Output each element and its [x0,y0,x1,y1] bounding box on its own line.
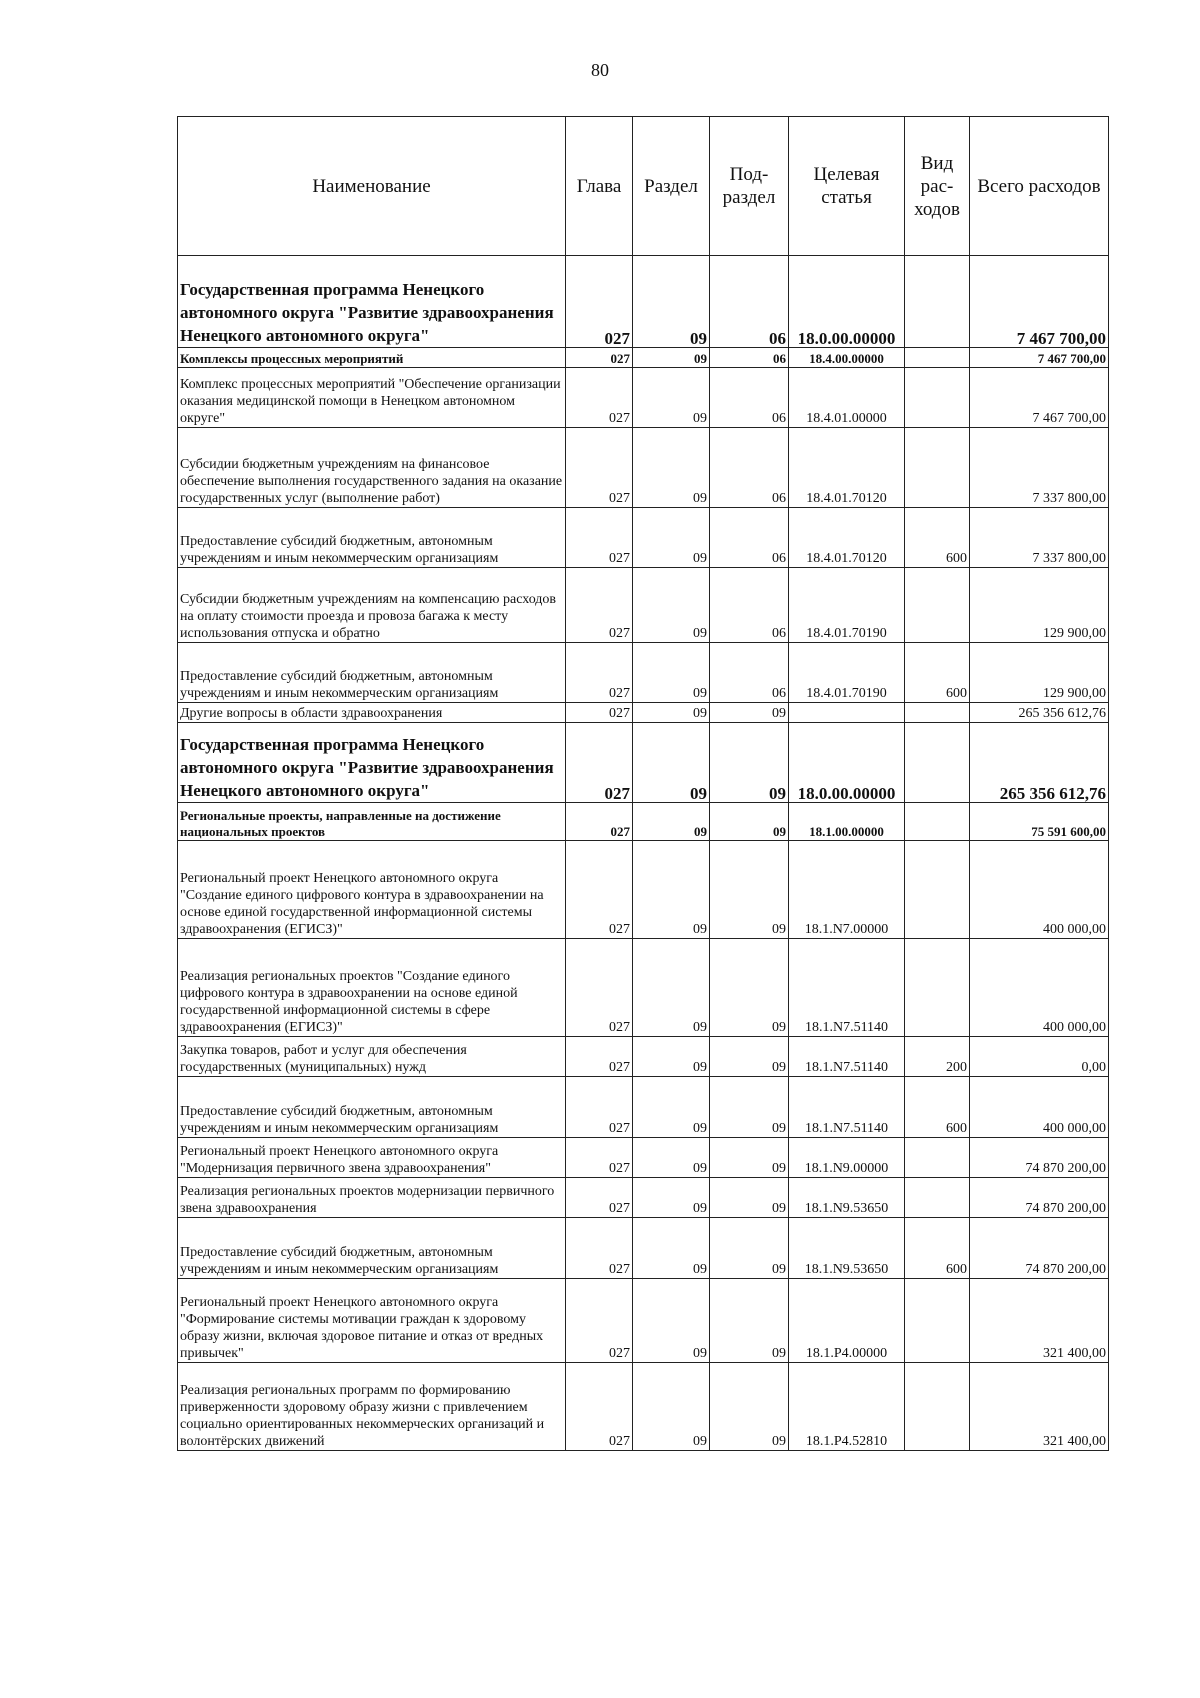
row-celevaya: 18.1.N7.51140 [789,1077,905,1138]
row-celevaya: 18.0.00.00000 [789,723,905,803]
row-glava: 027 [566,568,633,643]
row-podrazdel: 09 [710,1279,789,1363]
row-vsego: 7 337 800,00 [970,428,1109,508]
row-podrazdel: 09 [710,703,789,723]
table-row [178,1363,1109,1451]
row-vid [905,939,970,1037]
row-celevaya: 18.1.N7.51140 [789,939,905,1037]
row-glava: 027 [566,643,633,703]
header-vid: Вид рас- ходов [905,117,970,256]
table-row [178,643,1109,703]
row-vsego: 7 337 800,00 [970,508,1109,568]
row-razdel: 09 [633,703,710,723]
row-razdel: 09 [633,1279,710,1363]
row-vid [905,368,970,428]
row-celevaya: 18.1.N9.53650 [789,1218,905,1279]
row-razdel: 09 [633,508,710,568]
row-name: Региональные проекты, направленные на достижение национальных проектов [178,803,566,841]
row-podrazdel: 09 [710,1077,789,1138]
row-celevaya: 18.4.00.00000 [789,348,905,368]
row-glava: 027 [566,256,633,348]
row-razdel: 09 [633,348,710,368]
row-name: Субсидии бюджетным учреждениям на финансовое обеспечение выполнения государственного задания на оказание государственных услуг (выполнение работ) [178,428,566,508]
row-vid [905,428,970,508]
row-name: Другие вопросы в области здравоохранения [178,703,566,723]
row-name: Региональный проект Ненецкого автономного округа "Модернизация первичного звена здравоохранения" [178,1138,566,1178]
row-razdel: 09 [633,1077,710,1138]
row-name: Региональный проект Ненецкого автономного округа "Формирование системы мотивации граждан к здоровому образу жизни, включая здоровое питание и отказ от вредных привычек" [178,1279,566,1363]
row-razdel: 09 [633,643,710,703]
row-celevaya: 18.1.N7.00000 [789,841,905,939]
table-row [178,1178,1109,1218]
row-celevaya: 18.4.01.70120 [789,508,905,568]
row-vid: 600 [905,1077,970,1138]
table-row [178,1037,1109,1077]
row-celevaya: 18.1.N7.51140 [789,1037,905,1077]
row-vid: 600 [905,1218,970,1279]
row-vid [905,723,970,803]
row-glava: 027 [566,348,633,368]
table-row [178,1279,1109,1363]
row-vsego: 74 870 200,00 [970,1218,1109,1279]
row-name: Региональный проект Ненецкого автономного округа "Создание единого цифрового контура в здравоохранении на основе единой государственной информационной системы здравоохранения (ЕГИСЗ)" [178,841,566,939]
row-vsego: 400 000,00 [970,1077,1109,1138]
header-name: Наименование [178,117,566,256]
row-vid [905,348,970,368]
row-glava: 027 [566,1077,633,1138]
row-glava: 027 [566,1218,633,1279]
header-celevaya: Целевая статья [789,117,905,256]
row-razdel: 09 [633,841,710,939]
row-vid: 600 [905,508,970,568]
row-celevaya: 18.1.N9.53650 [789,1178,905,1218]
row-podrazdel: 09 [710,841,789,939]
table-row [178,348,1109,368]
row-name: Реализация региональных проектов модернизации первичного звена здравоохранения [178,1178,566,1218]
table-row [178,508,1109,568]
row-celevaya: 18.1.P4.52810 [789,1363,905,1451]
row-razdel: 09 [633,1178,710,1218]
row-vsego: 400 000,00 [970,841,1109,939]
row-vid [905,1363,970,1451]
row-vsego: 129 900,00 [970,643,1109,703]
row-vsego: 0,00 [970,1037,1109,1077]
table-row [178,703,1109,723]
row-celevaya: 18.4.01.70190 [789,643,905,703]
header-row [178,117,1109,256]
row-glava: 027 [566,1138,633,1178]
row-glava: 027 [566,368,633,428]
row-podrazdel: 09 [710,1178,789,1218]
row-razdel: 09 [633,1138,710,1178]
row-vid [905,1138,970,1178]
row-razdel: 09 [633,428,710,508]
row-podrazdel: 09 [710,1138,789,1178]
row-vsego: 129 900,00 [970,568,1109,643]
row-razdel: 09 [633,1218,710,1279]
row-celevaya: 18.0.00.00000 [789,256,905,348]
row-vid [905,568,970,643]
row-celevaya: 18.4.01.00000 [789,368,905,428]
row-razdel: 09 [633,256,710,348]
row-razdel: 09 [633,568,710,643]
row-name: Реализация региональных проектов "Создание единого цифрового контура в здравоохранении на основе единой государственной информационной системы в сфере здравоохранения (ЕГИСЗ)" [178,939,566,1037]
row-razdel: 09 [633,1037,710,1077]
row-razdel: 09 [633,368,710,428]
row-name: Закупка товаров, работ и услуг для обеспечения государственных (муниципальных) нужд [178,1037,566,1077]
row-name: Государственная программа Ненецкого автономного округа "Развитие здравоохранения Ненецкого автономного округа" [178,256,566,348]
row-vid [905,841,970,939]
table-row [178,939,1109,1037]
row-podrazdel: 09 [710,1363,789,1451]
row-glava: 027 [566,428,633,508]
row-razdel: 09 [633,1363,710,1451]
page-number: 80 [591,60,609,80]
row-vsego: 321 400,00 [970,1363,1109,1451]
row-razdel: 09 [633,939,710,1037]
table-row [178,803,1109,841]
row-vid [905,803,970,841]
row-celevaya: 18.4.01.70190 [789,568,905,643]
row-name: Предоставление субсидий бюджетным, автономным учреждениям и иным некоммерческим организациям [178,1077,566,1138]
row-podrazdel: 09 [710,1218,789,1279]
row-vid [905,703,970,723]
row-name: Субсидии бюджетным учреждениям на компенсацию расходов на оплату стоимости проезда и провоза багажа к месту использования отпуска и обратно [178,568,566,643]
row-glava: 027 [566,723,633,803]
row-name: Государственная программа Ненецкого автономного округа "Развитие здравоохранения Ненецкого автономного округа" [178,723,566,803]
row-celevaya: 18.1.N9.00000 [789,1138,905,1178]
row-glava: 027 [566,1363,633,1451]
row-glava: 027 [566,841,633,939]
row-podrazdel: 06 [710,568,789,643]
table-row [178,1218,1109,1279]
header-glava: Глава [566,117,633,256]
row-celevaya: 18.1.P4.00000 [789,1279,905,1363]
table-row [178,723,1109,803]
row-podrazdel: 06 [710,348,789,368]
table-row [178,428,1109,508]
row-vsego: 7 467 700,00 [970,368,1109,428]
row-glava: 027 [566,508,633,568]
row-podrazdel: 09 [710,803,789,841]
row-razdel: 09 [633,723,710,803]
row-podrazdel: 06 [710,508,789,568]
row-celevaya: 18.4.01.70120 [789,428,905,508]
row-glava: 027 [566,1178,633,1218]
row-podrazdel: 06 [710,428,789,508]
row-vid [905,256,970,348]
row-vsego: 74 870 200,00 [970,1178,1109,1218]
row-glava: 027 [566,939,633,1037]
row-name: Комплексы процессных мероприятий [178,348,566,368]
row-podrazdel: 09 [710,1037,789,1077]
row-glava: 027 [566,803,633,841]
budget-table [177,116,1109,1451]
row-vsego: 7 467 700,00 [970,348,1109,368]
row-vsego: 7 467 700,00 [970,256,1109,348]
row-name: Предоставление субсидий бюджетным, автономным учреждениям и иным некоммерческим организациям [178,643,566,703]
row-vid: 200 [905,1037,970,1077]
header-razdel: Раздел [633,117,710,256]
table-row [178,841,1109,939]
row-vsego: 265 356 612,76 [970,703,1109,723]
row-vsego: 400 000,00 [970,939,1109,1037]
row-podrazdel: 09 [710,939,789,1037]
row-vsego: 75 591 600,00 [970,803,1109,841]
row-celevaya [789,703,905,723]
row-podrazdel: 06 [710,368,789,428]
row-podrazdel: 09 [710,723,789,803]
row-vsego: 265 356 612,76 [970,723,1109,803]
row-vid [905,1178,970,1218]
header-vsego: Всего расходов [970,117,1109,256]
row-name: Реализация региональных программ по формированию приверженности здоровому образу жизни с привлечением социально ориентированных некоммерческих организаций и волонтёрских движений [178,1363,566,1451]
row-razdel: 09 [633,803,710,841]
row-vid [905,1279,970,1363]
table-row [178,368,1109,428]
row-vsego: 74 870 200,00 [970,1138,1109,1178]
table-row [178,568,1109,643]
row-vsego: 321 400,00 [970,1279,1109,1363]
row-name: Предоставление субсидий бюджетным, автономным учреждениям и иным некоммерческим организациям [178,508,566,568]
row-glava: 027 [566,1279,633,1363]
table-row [178,1077,1109,1138]
row-glava: 027 [566,1037,633,1077]
table-row [178,256,1109,348]
table-row [178,1138,1109,1178]
row-podrazdel: 06 [710,643,789,703]
row-name: Комплекс процессных мероприятий "Обеспечение организации оказания медицинской помощи в Ненецком автономном округе" [178,368,566,428]
header-podrazdel: Под- раздел [710,117,789,256]
row-celevaya: 18.1.00.00000 [789,803,905,841]
row-glava: 027 [566,703,633,723]
row-vid: 600 [905,643,970,703]
row-name: Предоставление субсидий бюджетным, автономным учреждениям и иным некоммерческим организациям [178,1218,566,1279]
row-podrazdel: 06 [710,256,789,348]
